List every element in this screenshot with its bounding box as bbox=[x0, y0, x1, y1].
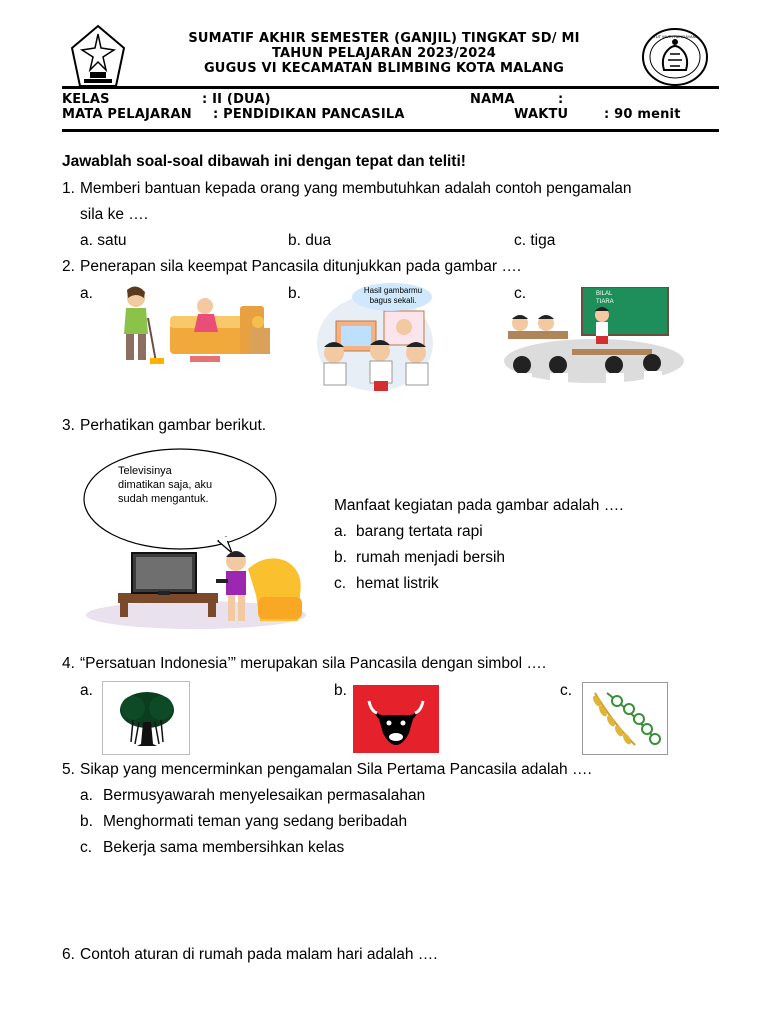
q3-bubble-line2: dimatikan saja, aku bbox=[118, 479, 213, 491]
q3-bubble-line3: sudah mengantuk. bbox=[118, 493, 209, 505]
q2-text: Penerapan sila keempat Pancasila ditunjukkan pada gambar …. bbox=[80, 258, 522, 275]
q3-option-a-letter: a. bbox=[334, 523, 347, 540]
q2-picture-b-speech-bubble: Hasil gambarmu bagus sekali. bbox=[363, 286, 423, 305]
q5-option-a: Bermusyawarah menyelesaikan permasalahan bbox=[103, 787, 426, 804]
tut-wuri-handayani-logo bbox=[640, 26, 710, 88]
q5-option-c-letter: c. bbox=[80, 839, 93, 856]
q4-option-a-label: a. bbox=[80, 682, 93, 699]
q2-picture-b-praise bbox=[314, 281, 436, 393]
q2-number: 2. bbox=[62, 258, 75, 275]
q3-picture-tv-scene bbox=[80, 445, 312, 643]
q3-number: 3. bbox=[62, 417, 75, 434]
q2-option-c-label: c. bbox=[514, 285, 527, 302]
q6-text: Contoh aturan di rumah pada malam hari adalah …. bbox=[80, 946, 438, 963]
waktu-label: WAKTU bbox=[514, 107, 569, 122]
bull-head-icon bbox=[353, 685, 439, 753]
mapel-value: : PENDIDIKAN PANCASILA bbox=[213, 107, 405, 122]
q3-text: Perhatikan gambar berikut. bbox=[80, 417, 267, 434]
q1-text-line2: sila ke …. bbox=[80, 206, 149, 223]
q4-number: 4. bbox=[62, 655, 75, 672]
q2-option-a-label: a. bbox=[80, 285, 93, 302]
banyan-tree-icon bbox=[102, 681, 190, 755]
q3-option-b: rumah menjadi bersih bbox=[356, 549, 506, 566]
q2-picture-c-classroom-vote bbox=[502, 287, 686, 385]
nama-label: NAMA bbox=[470, 92, 515, 107]
q6-number: 6. bbox=[62, 946, 75, 963]
q3-bubble-line1: Televisinya bbox=[118, 465, 172, 477]
q1-option-b: b. dua bbox=[288, 232, 332, 249]
q5-option-c: Bekerja sama membersihkan kelas bbox=[103, 839, 345, 856]
q3-option-c-letter: c. bbox=[334, 575, 347, 592]
q4-text: “Persatuan Indonesia’” merupakan sila Pancasila dengan simbol …. bbox=[80, 655, 547, 672]
q3-option-b-letter: b. bbox=[334, 549, 347, 566]
rice-and-cotton-icon bbox=[582, 682, 668, 755]
header-divider-bottom bbox=[62, 129, 719, 132]
q3-option-c: hemat listrik bbox=[356, 575, 439, 592]
instruction-text: Jawablah soal-soal dibawah ini dengan tepat dan teliti! bbox=[62, 153, 466, 170]
header-divider-top bbox=[62, 86, 719, 89]
tut-wuri-logo-text: TUT WURI HANDAYANI bbox=[653, 34, 697, 39]
q5-option-b: Menghormati teman yang sedang beribadah bbox=[103, 813, 408, 830]
q5-option-a-letter: a. bbox=[80, 787, 93, 804]
q4-option-c-label: c. bbox=[560, 682, 573, 699]
waktu-value: : 90 menit bbox=[604, 107, 681, 122]
q1-option-c: c. tiga bbox=[514, 232, 556, 249]
q2-option-b-label: b. bbox=[288, 285, 301, 302]
header-title-line2: TAHUN PELAJARAN 2023/2024 bbox=[271, 46, 496, 61]
q4-option-b-label: b. bbox=[334, 682, 347, 699]
kelas-value: : II (DUA) bbox=[202, 92, 271, 107]
q2-picture-a-cleaning bbox=[100, 284, 272, 370]
q1-text-line1: Memberi bantuan kepada orang yang membutuhkan adalah contoh pengamalan bbox=[80, 180, 632, 197]
nama-value: : bbox=[558, 92, 564, 107]
q1-option-a: a. satu bbox=[80, 232, 127, 249]
mapel-label: MATA PELAJARAN bbox=[62, 107, 192, 122]
q1-number: 1. bbox=[62, 180, 75, 197]
header-title-line1: SUMATIF AKHIR SEMESTER (GANJIL) TINGKAT SD/ MI bbox=[188, 31, 580, 46]
kelas-label: KELAS bbox=[62, 92, 110, 107]
q5-option-b-letter: b. bbox=[80, 813, 93, 830]
q5-number: 5. bbox=[62, 761, 75, 778]
header-title-line3: GUGUS VI KECAMATAN BLIMBING KOTA MALANG bbox=[203, 61, 565, 76]
q3-question: Manfaat kegiatan pada gambar adalah …. bbox=[334, 497, 624, 514]
q3-option-a: barang tertata rapi bbox=[356, 523, 483, 540]
q2-picture-c-board-text: BILAL TIARA bbox=[596, 291, 614, 305]
q5-text: Sikap yang mencerminkan pengamalan Sila Pertama Pancasila adalah …. bbox=[80, 761, 592, 778]
